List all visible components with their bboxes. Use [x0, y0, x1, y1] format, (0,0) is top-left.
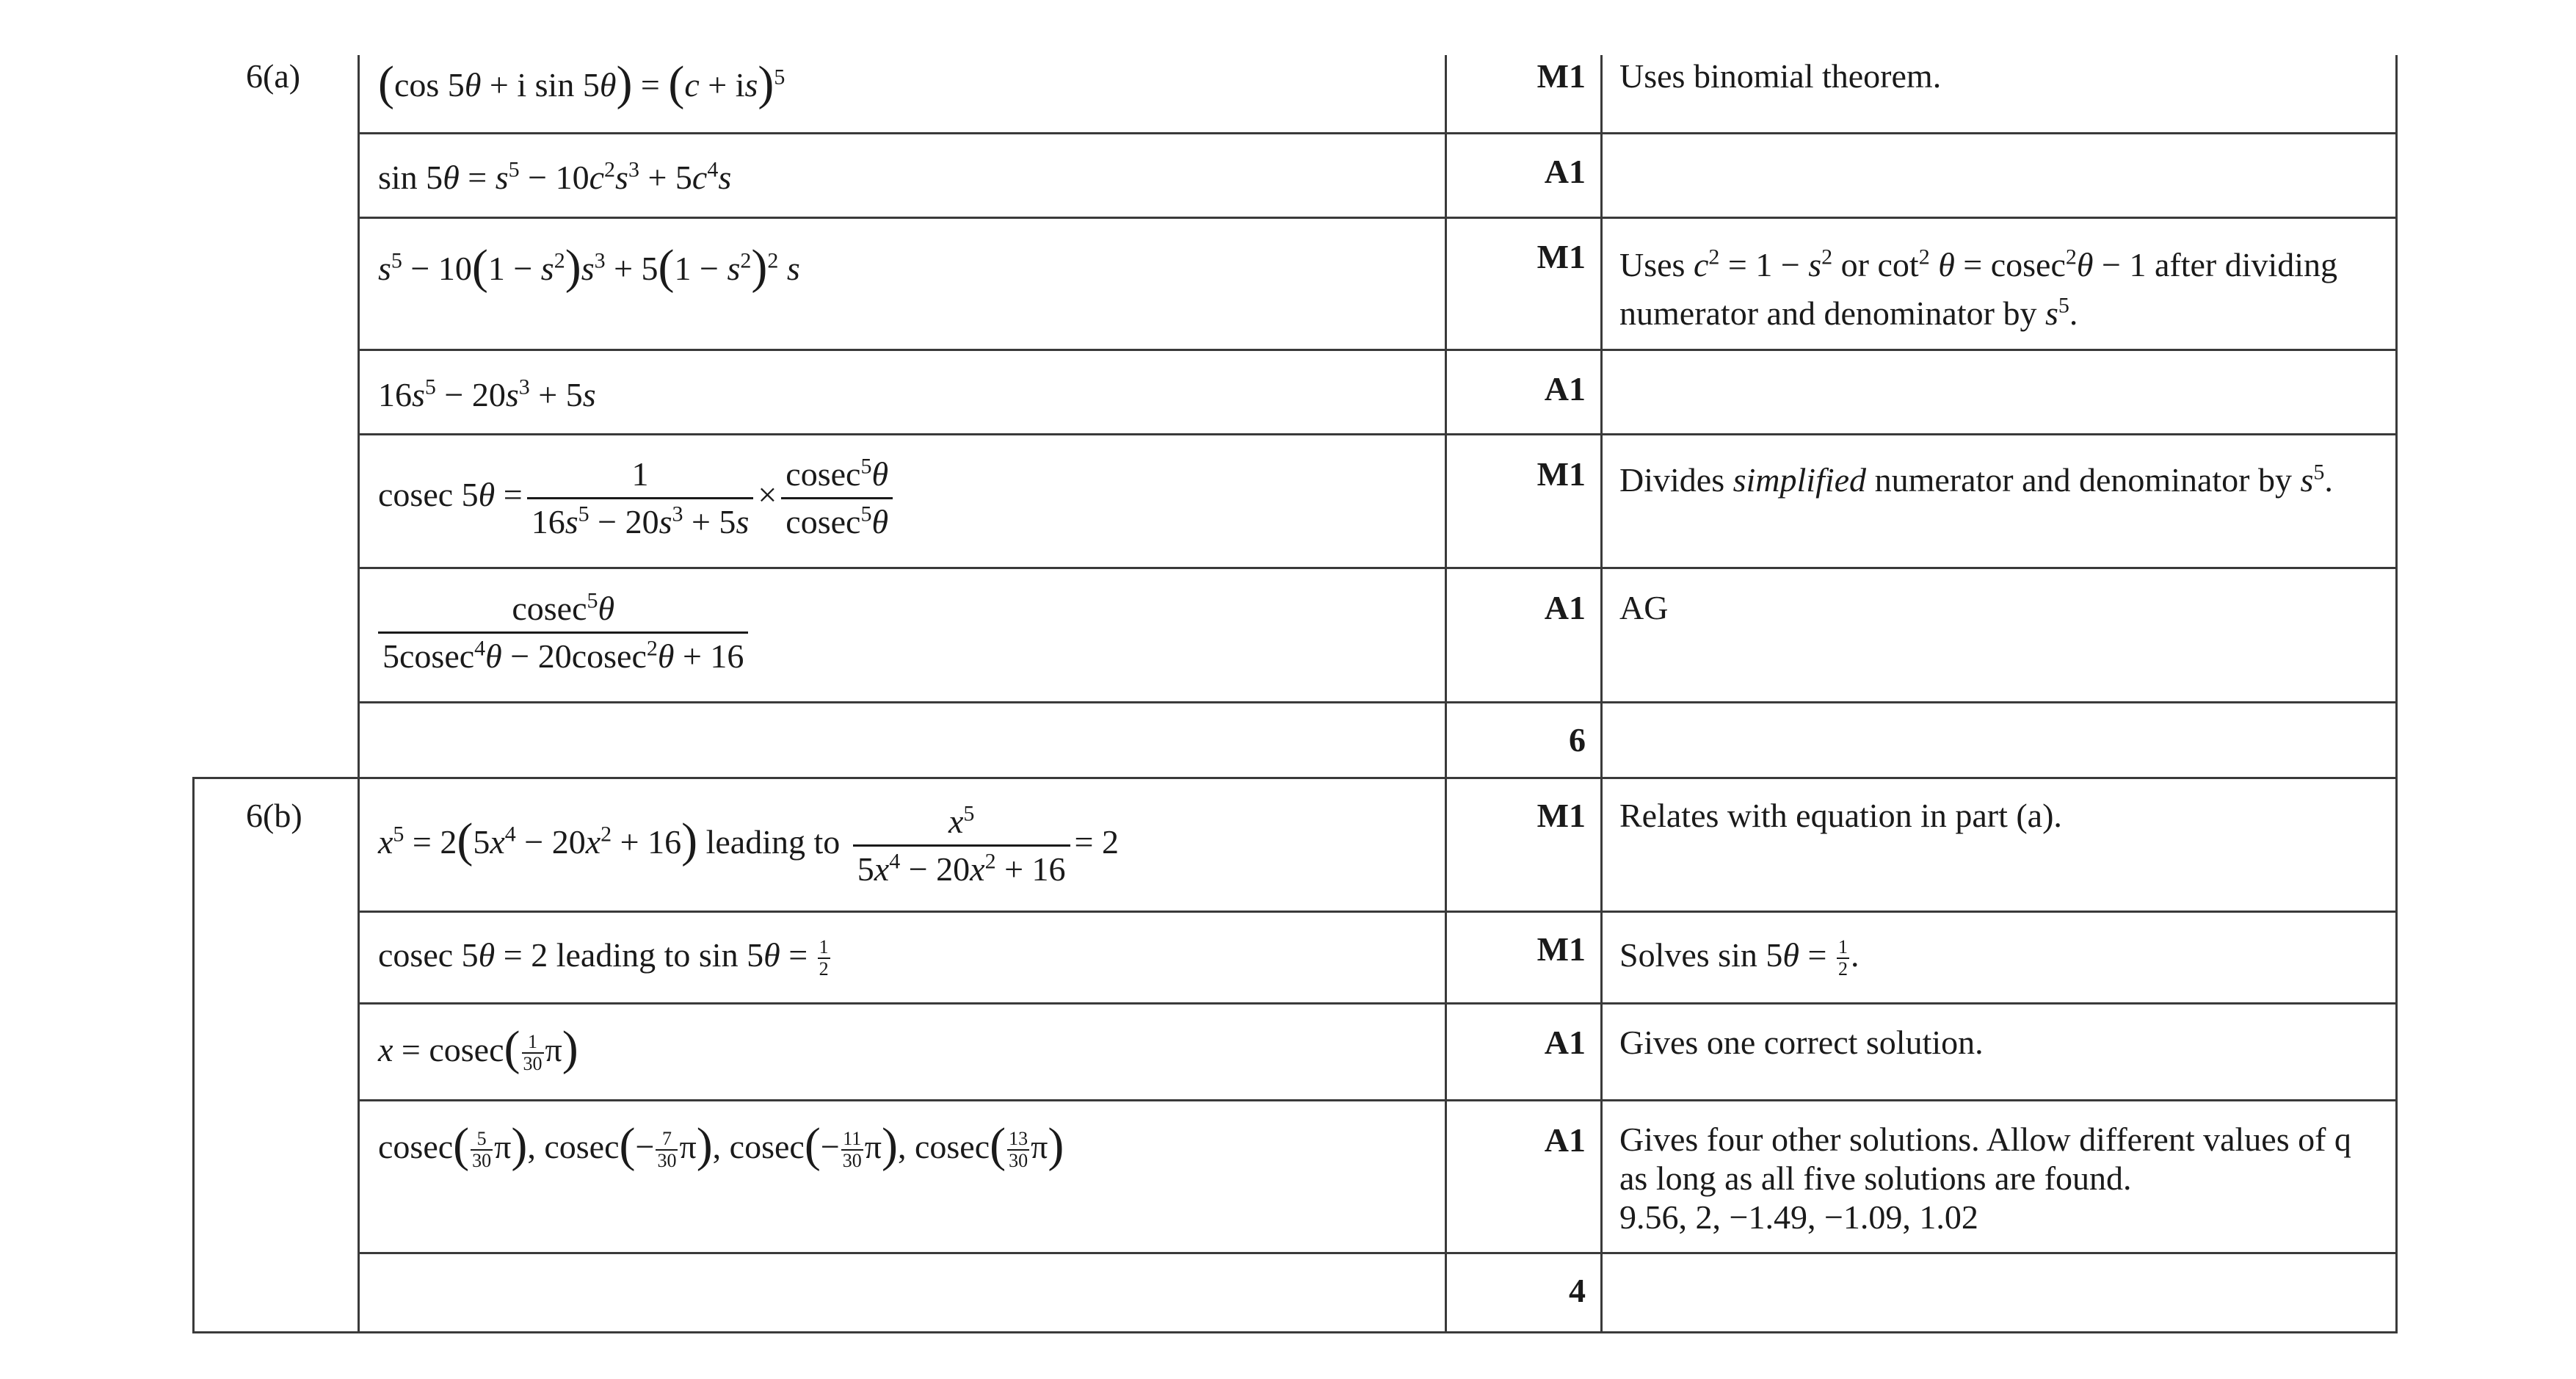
- working-equation: $s^5 - 10(1 - s^2)s^3 + 5(1 - s^2)^2$ s: [378, 240, 800, 294]
- working-equation: cosec 5θ = 2 leading to sin 5θ = $\frac{1}{2}$: [378, 936, 829, 980]
- row-divider: [358, 349, 2398, 351]
- guidance-note: [1619, 1120, 2368, 1237]
- table-border-right: [2395, 55, 2398, 1333]
- working-equation: (cos 5θ + i sin 5θ) = (c + is)$^5$: [378, 57, 786, 110]
- guidance-note: Divides simplified numerator and denominator by $s^5$.: [1619, 460, 2333, 499]
- mark-code: A1: [1544, 153, 1586, 190]
- guidance-note: Uses $c^2 = 1 - s^2$ or $\cot^2 \theta = cosec^2\theta - 1$ after dividing numerator and denominator by $s^5$.: [1619, 245, 2338, 332]
- working-equation: cosec 5θ = $\frac{1}{16s^5 - 20s^3 + 5s}$ × $\frac{cosec^5\theta}{cosec^5\theta}$: [378, 452, 897, 545]
- working-equation: $x^5 = 2(5x^4 - 20x^2 + 16)$ leading to $\frac{x^5}{5x^4 - 20x^2 + 16}$ = 2: [378, 799, 1119, 892]
- mark-code: M1: [1536, 57, 1586, 95]
- guidance-note: Gives one correct solution.: [1619, 1024, 1984, 1061]
- working-equation: $16s^5 - 20s^3 + 5s$: [378, 374, 596, 413]
- mark-code: M1: [1536, 930, 1586, 968]
- total-marks: 6: [1569, 721, 1586, 759]
- guidance-note: Uses binomial theorem.: [1619, 57, 1942, 95]
- column-divider-guidance: [1600, 55, 1603, 1333]
- row-divider: [358, 217, 2398, 219]
- question-divider: [192, 777, 2398, 779]
- row-divider: [358, 433, 2398, 435]
- mark-code: M1: [1536, 238, 1586, 275]
- mark-code: A1: [1544, 370, 1586, 408]
- guidance-note: AG: [1619, 589, 1669, 626]
- working-equation: $\sin 5\theta = s^5 - 10c^2s^3 + 5c^4s$: [378, 157, 732, 196]
- row-divider: [358, 132, 2398, 134]
- row-divider: [358, 1002, 2398, 1005]
- row-divider: [358, 911, 2398, 913]
- guidance-note: Solves sin 5θ = $\frac{1}{2}$ .: [1619, 936, 1860, 980]
- table-border-left: [192, 777, 195, 1333]
- mark-code: A1: [1544, 1121, 1586, 1159]
- row-divider: [358, 567, 2398, 569]
- question-label: 6(a): [246, 57, 301, 95]
- guidance-text: Gives four other solutions. Allow different values of q as long as all five solutions are found.: [1619, 1121, 2351, 1197]
- guidance-note: Relates with equation in part (a).: [1619, 797, 2062, 834]
- row-divider: [358, 1252, 2398, 1254]
- total-marks: 4: [1569, 1272, 1586, 1309]
- mark-code: M1: [1536, 455, 1586, 493]
- mark-code: A1: [1544, 589, 1586, 626]
- table-border-bottom: [192, 1331, 2398, 1333]
- question-label: 6(b): [246, 797, 302, 834]
- working-equation: cosec( $\frac{5}{30}$ π), cosec(− $\frac{7}{30}$ π), cosec(− $\frac{11}{30}$ π), cosec( $\frac{13}{30}$ π): [378, 1118, 1064, 1172]
- working-equation: $\frac{cosec^5\theta}{5cosec^4\theta - 20cosec^2\theta + 16}$: [378, 586, 752, 679]
- row-divider: [358, 701, 2398, 703]
- numeric-solutions: 9.56, 2, −1.49, −1.09, 1.02: [1619, 1198, 1978, 1236]
- row-divider: [358, 1099, 2398, 1101]
- mark-code: M1: [1536, 797, 1586, 834]
- column-divider-working: [358, 55, 360, 1333]
- working-equation: x = cosec( $\frac{1}{30}$ π): [378, 1021, 578, 1075]
- mark-code: A1: [1544, 1024, 1586, 1061]
- column-divider-marks: [1445, 55, 1447, 1333]
